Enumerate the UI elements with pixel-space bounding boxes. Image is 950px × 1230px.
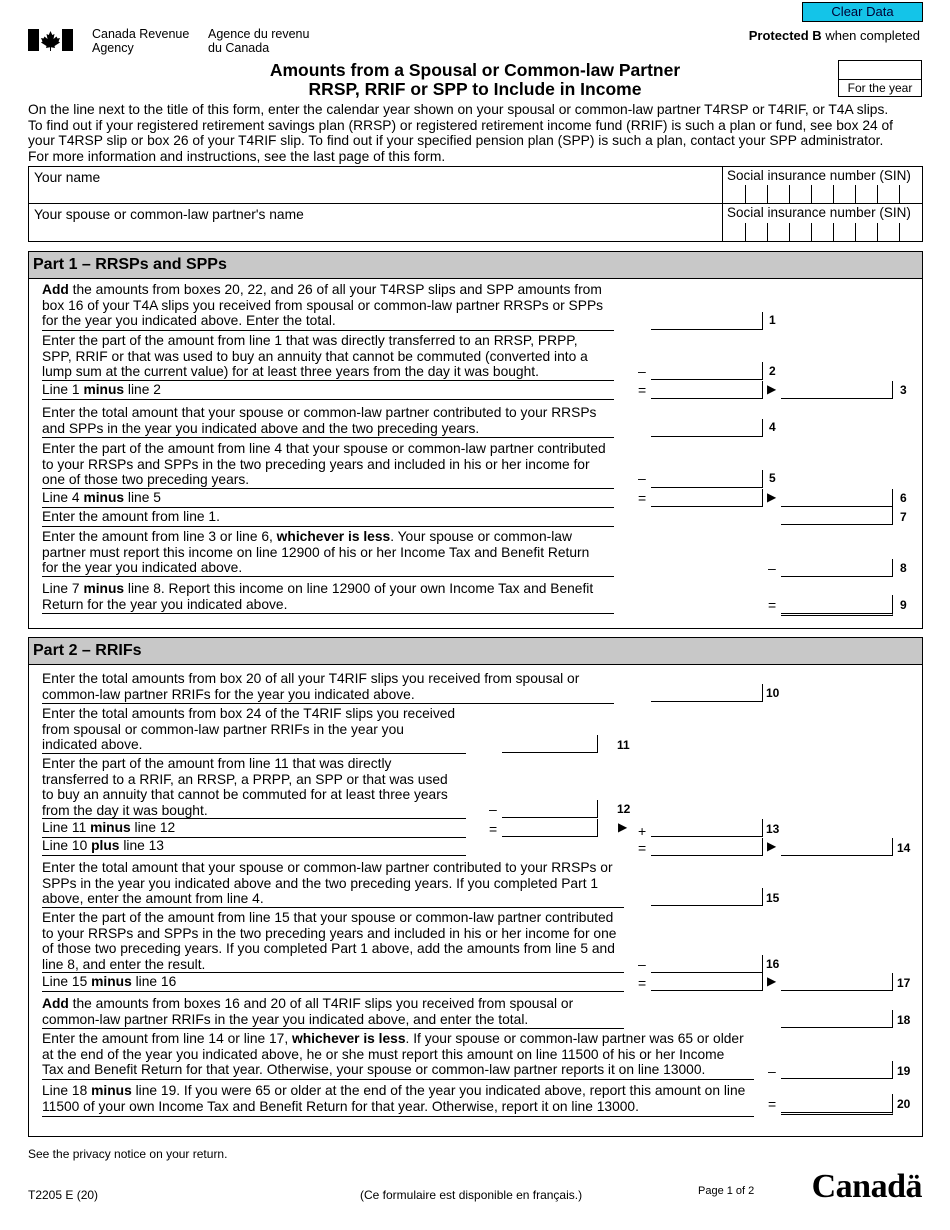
french-note: (Ce formulaire est disponible en français.) [360,1188,583,1202]
privacy-notice: See the privacy notice on your return. [28,1147,228,1161]
line20-input[interactable] [781,1094,893,1115]
canada-flag-icon [28,29,73,51]
part1-title: Part 1 – RRSPs and SPPs [29,252,922,279]
minus-sign: – [768,1063,776,1079]
line6-input[interactable] [781,489,893,507]
line16-text: Enter the part of the amount from line 15 that your spouse or common-law partner contributed to your RRSPs and SPPs in the two preceding years and included in his or her income for one of those two preceding years. If you completed Part 1 above, add the amounts from line 5 and line 8, and enter the result. [42,910,617,972]
line-number: 18 [897,1013,911,1027]
arrow-icon: ▶ [767,839,777,853]
line2-text: Enter the part of the amount from line 1 that was directly transferred to an RRSP, PRPP, SPP, RRIF or that was used to buy an annuity that cannot be commuted (converted into a lump sum at the current value) for at least three years from the day it was bought. [42,333,588,379]
line18-text: Add the amounts from boxes 16 and 20 of all T4RIF slips you received from spousal or common-law partner RRIFs in the year you indicated above, and enter the total. [42,996,574,1027]
line1-input[interactable] [651,312,763,330]
line10-input[interactable] [651,684,763,702]
minus-sign: – [489,801,497,817]
equals-sign: = [638,490,647,506]
line-number: 19 [897,1064,911,1078]
line16-input[interactable] [651,955,763,973]
line17-text: Line 15 minus line 16 [42,974,177,989]
minus-sign: – [638,363,646,379]
line-number: 4 [769,420,776,434]
line-number: 5 [769,471,776,485]
line17-input[interactable] [781,973,893,991]
line-number: 6 [900,491,907,505]
line4-input[interactable] [651,419,763,437]
line12-text: Enter the part of the amount from line 11 that was directly transferred to a RRIF, an RRSP, a PRPP, an SPP or that was used to buy an annuity that cannot be commuted for at least three years from the day it was bought. [42,756,448,818]
line-number: 20 [897,1097,911,1111]
arrow-icon: ▶ [767,382,777,396]
line-number: 8 [900,561,907,575]
line17-calc[interactable] [651,973,763,991]
line3-input[interactable] [781,381,893,399]
for-the-year-label: For the year [847,81,913,95]
line15-text: Enter the total amount that your spouse or common-law partner contributed to your RRSPs or SPPs in the year you indicated above and the two preceding years. If you completed Part 1 above, enter the amount from line 4. [42,860,613,906]
line18-input[interactable] [781,1010,893,1028]
line-number: 3 [900,383,907,397]
line-number: 14 [897,841,911,855]
line-number: 9 [900,598,907,612]
line7-text: Enter the amount from line 1. [42,509,220,524]
line3-text: Line 1 minus line 2 [42,382,161,397]
spouse-sin-field[interactable] [722,204,922,241]
equals-sign: = [638,975,647,991]
arrow-icon: ▶ [767,974,777,988]
line14-calc[interactable] [651,838,763,856]
equals-sign: = [638,382,647,398]
line10-text: Enter the total amounts from box 20 of all your T4RIF slips you received from spousal or common-law partner RRIFs for the year you indicated above. [42,671,580,702]
form-title: Amounts from a Spousal or Common-law Partner [269,60,681,80]
your-sin-field[interactable] [722,167,922,203]
spouse-name-label: Your spouse or common-law partner's name [34,207,304,222]
line14-text: Line 10 plus line 13 [42,838,164,853]
minus-sign: – [638,956,646,972]
sin-label: Social insurance number (SIN) [727,168,911,183]
line9-input[interactable] [781,595,893,616]
line-number: 16 [766,957,780,971]
line-number: 2 [769,364,776,378]
line1-text: Add the amounts from boxes 20, 22, and 26 of all your T4RSP slips and SPP amounts from box 16 of your T4A slips you received from spousal or common-law partner RRSPs or SPPs for the year you indicated above. Enter the total. [42,282,604,328]
equals-sign: = [768,597,777,613]
line5-text: Enter the part of the amount from line 4 that your spouse or common-law partner contributed to your RRSPs and SPPs in the two preceding years and included in his or her income for one of those two preceding years. [42,441,606,487]
line-number: 15 [766,891,780,905]
line6-calc[interactable] [651,489,763,507]
line-number: 12 [617,802,631,816]
plus-sign: + [638,823,647,839]
line5-input[interactable] [651,470,763,488]
arrow-icon: ▶ [767,490,777,504]
agency-name-fr: Agence du revenu du Canada [208,27,310,55]
line4-text: Enter the total amount that your spouse or common-law partner contributed to your RRSPs and SPPs in the year you indicated above and the two preceding years. [42,405,597,436]
line11-text: Enter the total amounts from box 24 of the T4RIF slips you received from spousal or common-law partner RRIFs in the year you indicated above. [42,706,456,752]
part2-title: Part 2 – RRIFs [29,638,922,665]
protected-label: Protected B when completed [748,28,920,43]
line-number: 1 [769,313,776,327]
line11-input[interactable] [502,735,598,753]
line13-calc[interactable] [502,819,598,837]
line-number: 13 [766,822,780,836]
spouse-name-field[interactable] [28,203,923,242]
line20-text: Line 18 minus line 19. If you were 65 or older at the end of the year you indicated above, report this amount on line 11500 of your own Income Tax and Benefit Return for that year. Otherwise, report it on line 13000. [42,1083,746,1114]
line19-input[interactable] [781,1061,893,1079]
line-number: 17 [897,976,911,990]
minus-sign: – [768,560,776,576]
form-subtitle: RRSP, RRIF or SPP to Include in Income [308,79,642,99]
line-number: 10 [766,686,780,700]
line12-input[interactable] [502,800,598,818]
line19-text: Enter the amount from line 14 or line 17, whichever is less. If your spouse or common-law partner was 65 or older at the end of the year you indicated above, he or she must report this amount on line 11500 of his or her Income Tax and Benefit Return for that year. Otherwise, your spouse or common-law partner reports it on line 13000. [42,1031,744,1077]
minus-sign: – [638,470,646,486]
year-input[interactable] [839,61,921,80]
arrow-icon: ▶ [618,820,628,834]
line7-input[interactable] [781,507,893,525]
agency-name-en: Canada Revenue Agency [92,27,190,55]
equals-sign: = [489,821,498,837]
line3-calc[interactable] [651,381,763,399]
line13-input[interactable] [651,819,763,837]
line8-text: Enter the amount from line 3 or line 6, whichever is less. Your spouse or common-law partner must report this income on line 12900 of his or her Income Tax and Benefit Return for the year you indicated above. [42,529,590,575]
canada-wordmark: Canadä [811,1168,922,1205]
form-id: T2205 E (20) [28,1188,99,1202]
line2-input[interactable] [651,362,763,380]
line-number: 7 [900,510,907,524]
your-name-field[interactable] [28,166,923,204]
your-name-label: Your name [34,170,101,185]
line6-text: Line 4 minus line 5 [42,490,161,505]
intro-text: On the line next to the title of this form, enter the calendar year shown on your spousal or common-law partner T4RSP or T4RIF, or T4A slips. To find out if your registered retirement savings plan (RRSP) or registered retirement income fund (RRIF) is such a plan or fund, see box 24 of your T4RSP slip or box 26 of your T4RIF slip. To find out if your specified pension plan (SPP) is such a plan, contact your SPP administrator. For more information and instructions, see the last page of this form. [28,102,893,164]
year-field-box [838,60,922,97]
sin-label: Social insurance number (SIN) [727,205,911,220]
line-number: 11 [617,738,630,752]
line13-text: Line 11 minus line 12 [42,820,176,835]
line15-input[interactable] [651,888,763,906]
equals-sign: = [768,1096,777,1112]
line8-input[interactable] [781,559,893,577]
line9-text: Line 7 minus line 8. Report this income on line 12900 of your own Income Tax and Benefit Return for the year you indicated above. [42,581,594,612]
clear-data-button[interactable]: Clear Data [802,2,923,22]
page-number: Page 1 of 2 [698,1185,755,1197]
line14-input[interactable] [781,838,893,856]
equals-sign: = [638,840,647,856]
